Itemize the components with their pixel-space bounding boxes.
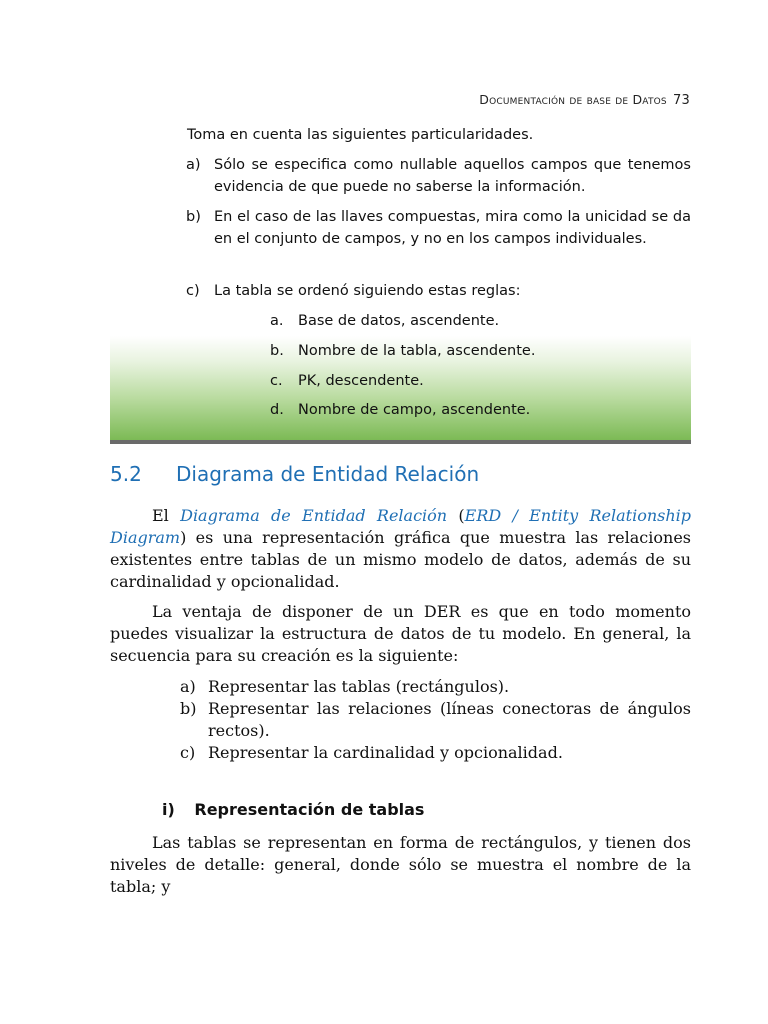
list-item-text: Representar la cardinalidad y opcionalidad. — [208, 743, 563, 762]
paragraph-lead: El — [152, 506, 181, 525]
paragraph: Las tablas se representan en forma de rectángulos, y tienen dos niveles de detalle: general, donde sólo se muestra el nombre de la tabla; y — [110, 833, 691, 896]
note-sub-item — [270, 399, 531, 421]
list-marker: c) — [186, 283, 200, 299]
abbreviation-emphasis: ERD / Entity Relationship Diagram — [110, 506, 692, 547]
note-sub-item-text: PK, descendente. — [298, 373, 424, 389]
list-item-text: Representar las relaciones (líneas conectoras de ángulos rectos). — [208, 699, 691, 740]
note-sub-item — [270, 370, 424, 392]
paragraph: La ventaja de disponer de un DER es que en todo momento puedes visualizar la estructura de datos de tu modelo. En general, la secuencia para su creación es la siguiente: — [110, 602, 691, 665]
term-emphasis: Diagrama de Entidad Relación — [180, 506, 448, 525]
list-marker: c) — [180, 743, 196, 762]
list-marker: a) — [186, 157, 201, 173]
list-marker: a) — [180, 677, 196, 696]
note-sub-item-text: Base de datos, ascendente. — [298, 313, 500, 329]
page-number: 73 — [673, 93, 690, 108]
list-item — [180, 698, 691, 742]
note-sub-item — [270, 340, 536, 362]
list-marker: b. — [270, 343, 284, 359]
subsection-marker: i) — [162, 800, 175, 819]
list-marker: d. — [270, 402, 284, 418]
note-item-text: La tabla se ordenó siguiendo estas reglas: — [214, 283, 521, 299]
note-sub-item — [270, 310, 500, 332]
note-item — [186, 280, 691, 302]
note-item — [186, 206, 691, 250]
list-marker: c. — [270, 373, 283, 389]
section-number: 5.2 — [110, 462, 142, 486]
list-marker: b) — [186, 209, 201, 225]
paragraph — [110, 505, 691, 593]
list-item — [180, 676, 691, 698]
paren-open: ( — [447, 506, 465, 525]
note-sub-item-text: Nombre de campo, ascendente. — [298, 402, 531, 418]
subsection-title: Representación de tablas — [194, 800, 425, 819]
list-item-text: Representar las tablas (rectángulos). — [208, 677, 510, 696]
paragraph-rest: es una representación gráfica que muestra las relaciones existentes entre tablas de un mismo modelo de datos, además de su cardinalidad y opcionalidad. — [110, 528, 691, 591]
running-title: Documentación de base de Datos — [479, 92, 667, 107]
note-bottom-rule — [110, 440, 691, 444]
subsection-heading — [162, 800, 424, 819]
running-header — [479, 92, 690, 108]
section-title: Diagrama de Entidad Relación — [176, 462, 480, 486]
list-marker: a. — [270, 313, 284, 329]
note-item-text: En el caso de las llaves compuestas, mira como la unicidad se da en el conjunto de campos, y no en los campos individuales. — [214, 209, 691, 247]
note-item-text: Sólo se especifica como nullable aquellos campos que tenemos evidencia de que puede no saberse la información. — [214, 157, 691, 195]
list-marker: b) — [180, 699, 197, 718]
list-item — [180, 742, 691, 764]
paren-close: ) — [180, 528, 187, 547]
note-item — [186, 154, 691, 198]
note-sub-item-text: Nombre de la tabla, ascendente. — [298, 343, 536, 359]
note-intro: Toma en cuenta las siguientes particularidades. — [187, 127, 534, 143]
